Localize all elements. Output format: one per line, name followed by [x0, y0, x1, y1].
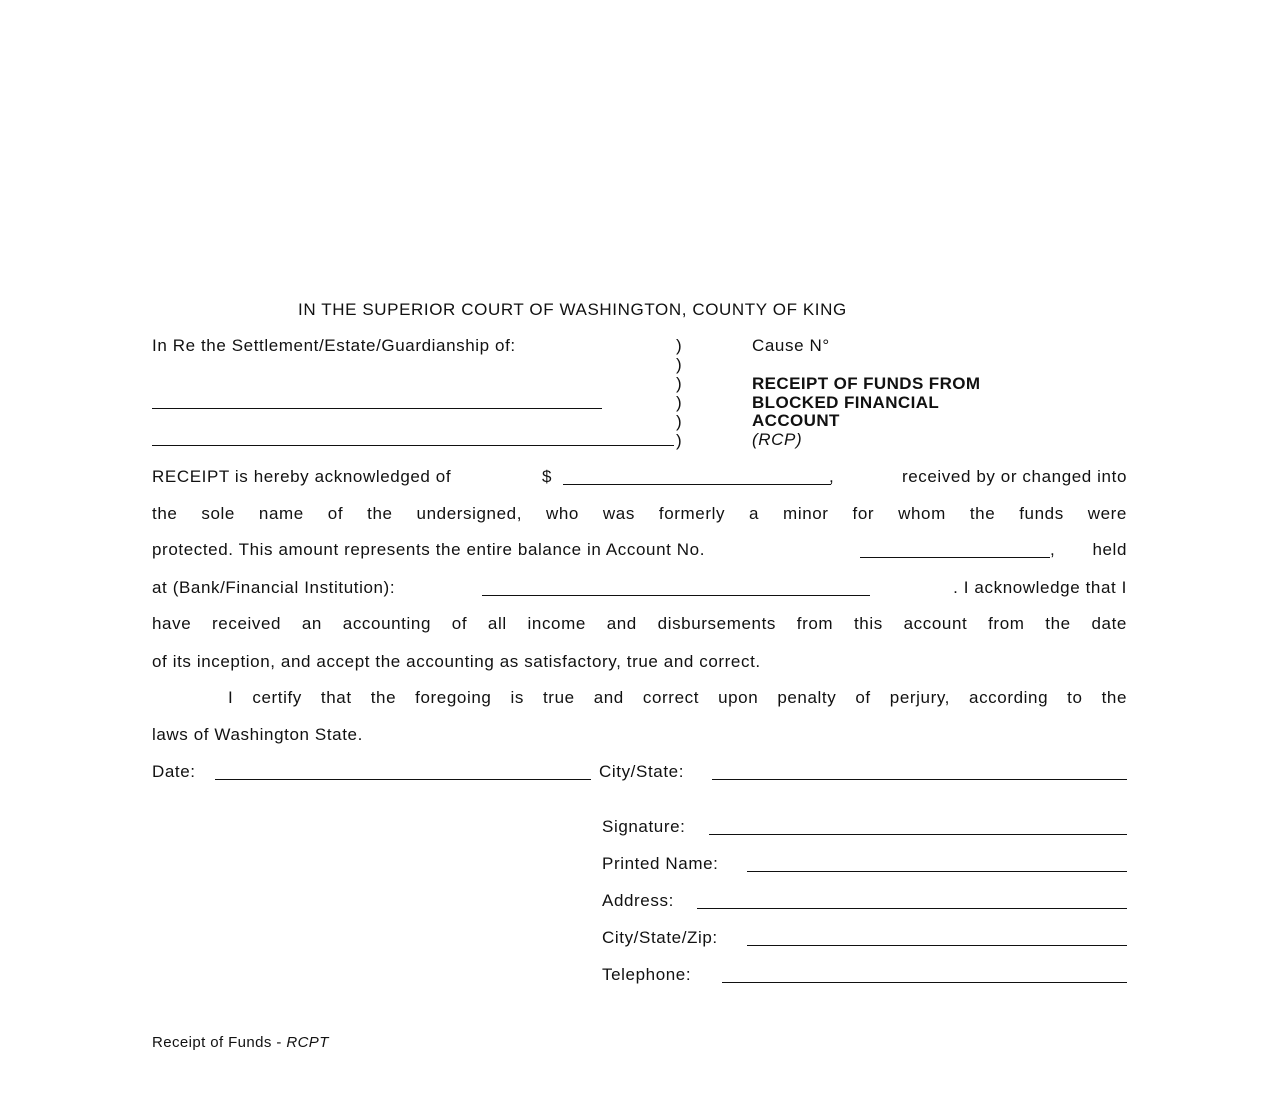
- caption-paren: ): [676, 431, 682, 450]
- address-line[interactable]: [697, 908, 1127, 909]
- printed-name-line[interactable]: [747, 871, 1127, 872]
- form-abbreviation: (RCP): [752, 430, 803, 449]
- receipt-text: received by or changed into: [901, 467, 1127, 486]
- account-number-line[interactable]: [860, 557, 1050, 558]
- amount-line[interactable]: [563, 484, 831, 485]
- caption-paren: ): [676, 412, 682, 431]
- receipt-text: at (Bank/Financial Institution):: [152, 578, 396, 597]
- amount-comma: ,: [829, 467, 835, 486]
- footer-form-code: RCPT: [286, 1034, 329, 1051]
- caption-paren: ): [676, 336, 682, 355]
- receipt-text: the sole name of the undersigned, who was formerly a minor for whom the funds were: [152, 504, 1127, 523]
- city-state-zip-label: City/State/Zip:: [602, 928, 718, 947]
- date-label: Date:: [152, 762, 196, 781]
- bank-institution-line[interactable]: [482, 595, 870, 596]
- in-re-label: In Re the Settlement/Estate/Guardianship of:: [152, 336, 516, 355]
- account-comma: ,: [1050, 540, 1056, 559]
- receipt-text: . I acknowledge that I: [953, 578, 1127, 597]
- address-label: Address:: [602, 891, 674, 910]
- certification-text: I certify that the foregoing is true and correct upon penalty of perjury, according to the: [228, 688, 1127, 707]
- cause-number-label: Cause N°: [752, 336, 830, 355]
- party-name-line-2[interactable]: [152, 445, 674, 446]
- city-state-label: City/State:: [599, 762, 685, 781]
- city-state-line[interactable]: [712, 779, 1127, 780]
- form-title-line-2: BLOCKED FINANCIAL: [752, 393, 940, 412]
- receipt-text: held: [1092, 540, 1127, 559]
- printed-name-label: Printed Name:: [602, 854, 719, 873]
- receipt-text: protected. This amount represents the entire balance in Account No.: [152, 540, 706, 559]
- signature-line[interactable]: [709, 834, 1127, 835]
- caption-paren: ): [676, 374, 682, 393]
- caption-paren: ): [676, 355, 682, 374]
- party-name-line-1[interactable]: [152, 408, 602, 409]
- receipt-text: have received an accounting of all income and disbursements from this account from the date: [152, 614, 1127, 633]
- certification-text: laws of Washington State.: [152, 725, 363, 744]
- telephone-line[interactable]: [722, 982, 1127, 983]
- signature-label: Signature:: [602, 817, 686, 836]
- caption-paren: ): [676, 393, 682, 412]
- receipt-text: of its inception, and accept the accounting as satisfactory, true and correct.: [152, 652, 761, 671]
- dollar-sign: $: [542, 467, 553, 486]
- receipt-text: RECEIPT is hereby acknowledged of: [152, 467, 452, 486]
- footer: [152, 1034, 329, 1051]
- footer-text: Receipt of Funds -: [152, 1034, 282, 1051]
- form-title-line-3: ACCOUNT: [752, 411, 840, 430]
- form-title-line-1: RECEIPT OF FUNDS FROM: [752, 374, 981, 393]
- court-header: IN THE SUPERIOR COURT OF WASHINGTON, COUNTY OF KING: [298, 300, 847, 319]
- date-line[interactable]: [215, 779, 591, 780]
- city-state-zip-line[interactable]: [747, 945, 1127, 946]
- telephone-label: Telephone:: [602, 965, 692, 984]
